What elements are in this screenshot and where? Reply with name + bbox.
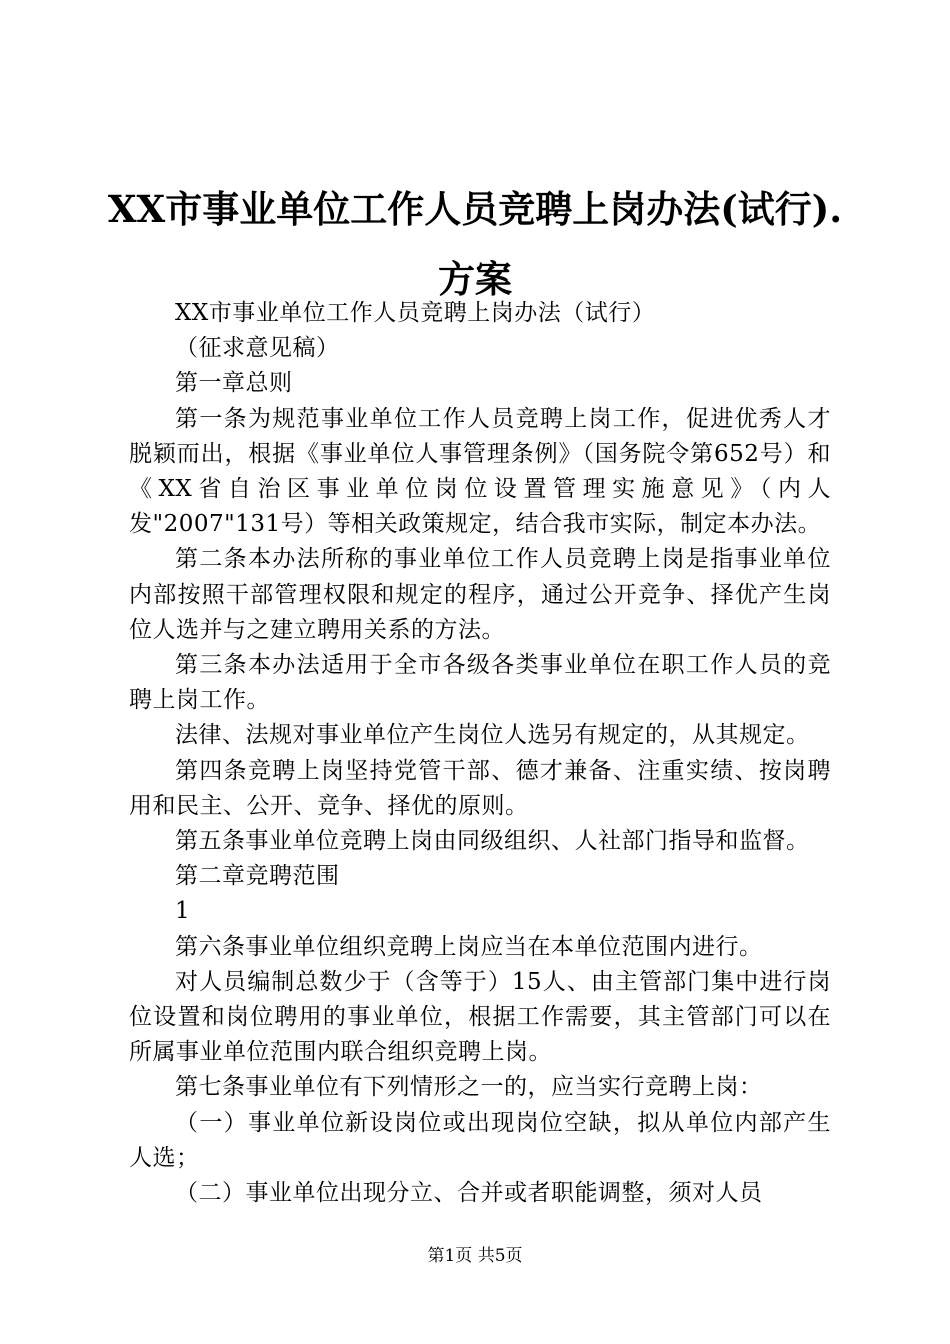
article-paragraph: 第一条为规范事业单位工作人员竞聘上岗工作，促进优秀人才脱颖而出，根据《事业单位人事管理条例》（国务院令第652号）和《XX省自治区事业单位岗位设置管理实施意见》（内人发"2007"131号）等相关政策规定，结合我市实际，制定本办法。 — [129, 405, 831, 538]
chapter-heading: 第一章总则 — [175, 370, 293, 397]
page-footer: 第1页 共5页 — [427, 1246, 523, 1266]
stray-page-number: 1 — [175, 898, 191, 925]
article-paragraph: 第三条本办法适用于全市各级各类事业单位在职工作人员的竞聘上岗工作。 — [129, 652, 831, 714]
article-paragraph: 第六条事业单位组织竞聘上岗应当在本单位范围内进行。 — [175, 933, 763, 960]
article-paragraph: 对人员编制总数少于（含等于）15人、由主管部门集中进行岗位设置和岗位聘用的事业单位，根据工作需要，其主管部门可以在所属事业单位范围内联合组织竞聘上岗。 — [129, 968, 831, 1066]
article-paragraph: 第七条事业单位有下列情形之一的，应当实行竞聘上岗： — [175, 1074, 763, 1101]
article-paragraph: 第二条本办法所称的事业单位工作人员竞聘上岗是指事业单位内部按照干部管理权限和规定的程序，通过公开竞争、择优产生岗位人选并与之建立聘用关系的方法。 — [129, 546, 831, 643]
article-paragraph: 第五条事业单位竞聘上岗由同级组织、人社部门指导和监督。 — [175, 828, 810, 855]
list-item: （一）事业单位新设岗位或出现岗位空缺，拟从单位内部产生人选； — [129, 1109, 831, 1171]
chapter-heading: 第二章竞聘范围 — [175, 863, 340, 890]
draft-note: （征求意见稿） — [175, 335, 340, 362]
document-title-line-1: XX市事业单位工作人员竞聘上岗办法(试行). — [107, 187, 843, 231]
document-title-line-2: 方案 — [438, 257, 512, 301]
document-body — [129, 296, 831, 1211]
document-title — [100, 174, 850, 314]
subtitle: XX市事业单位工作人员竞聘上岗办法（试行） — [175, 300, 656, 326]
article-paragraph: 第四条竞聘上岗坚持党管干部、德才兼备、注重实绩、按岗聘用和民主、公开、竞争、择优的原则。 — [129, 757, 831, 819]
list-item: （二）事业单位出现分立、合并或者职能调整，须对人员 — [175, 1180, 763, 1207]
article-paragraph: 法律、法规对事业单位产生岗位人选另有规定的，从其规定。 — [175, 722, 810, 749]
